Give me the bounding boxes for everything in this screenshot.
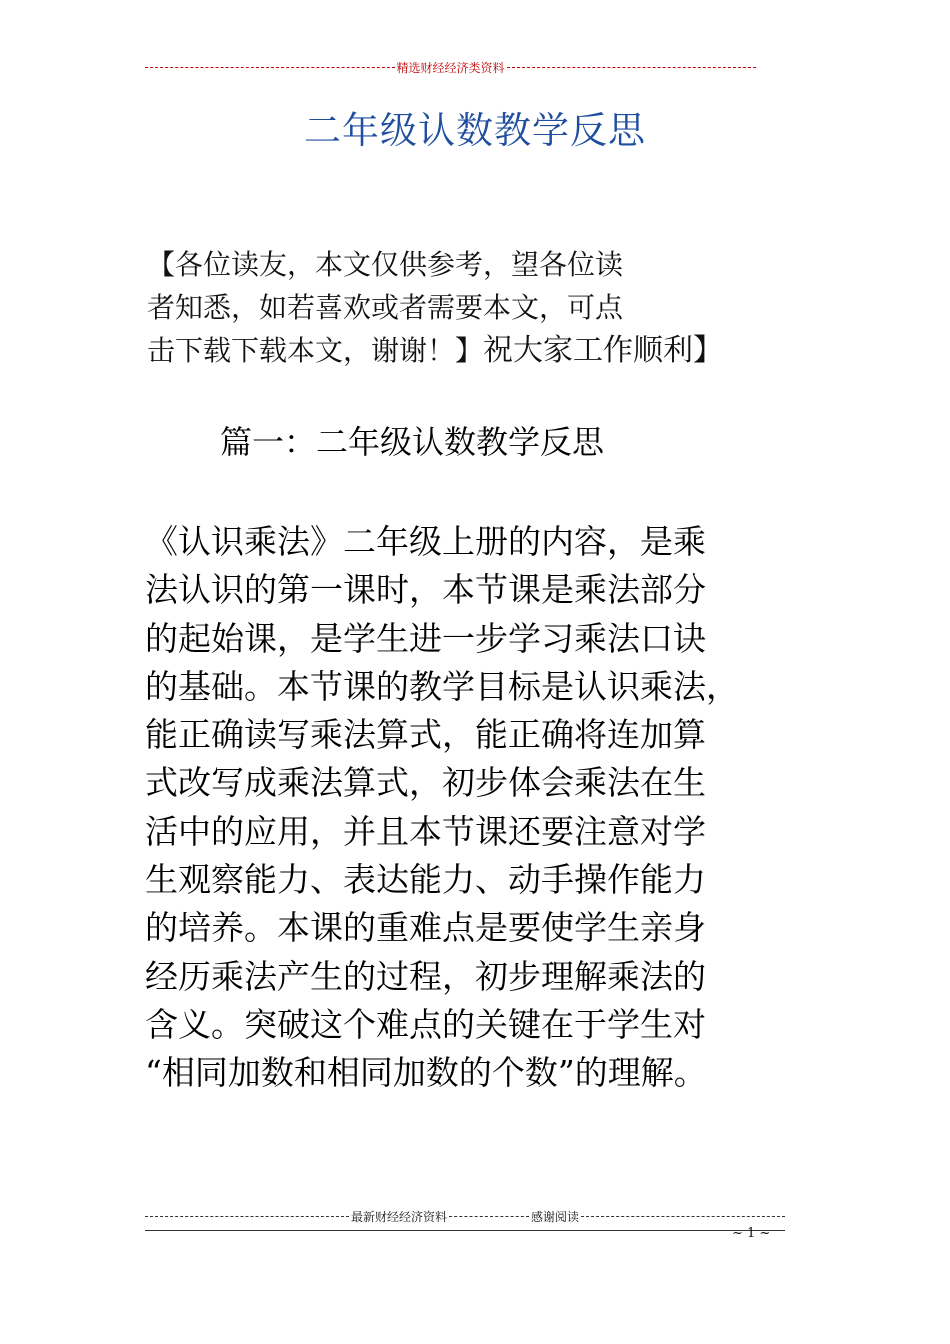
footer-underline — [145, 1230, 785, 1231]
footer-rule — [145, 1207, 785, 1225]
body-line: 的基础。本节课的教学目标是认识乘法， — [145, 666, 739, 706]
body-line: 法认识的第一课时，本节课是乘法部分 — [145, 570, 706, 610]
header-dash-left — [145, 67, 395, 68]
body-line: 活中的应用，并且本节课还要注意对学 — [145, 811, 706, 851]
header-rule — [145, 58, 756, 76]
notice-line-3-b: 祝大家工作顺利】 — [483, 333, 724, 368]
notice-line-3 — [147, 329, 787, 372]
body-line: 能正确读写乘法算式，能正确将连加算 — [145, 715, 706, 755]
section-title: 篇一：二年级认数教学反思 — [220, 423, 605, 461]
body-text — [145, 518, 825, 1098]
page-number: ~ 1 ~ — [732, 1226, 771, 1241]
notice-line-3-a: 击下载下载本文，谢谢！】 — [147, 334, 484, 367]
body-line: 的起始课，是学生进一步学习乘法口诀 — [145, 618, 706, 658]
body-line: 经历乘法产生的过程，初步理解乘法的 — [145, 956, 706, 996]
notice-line-1: 【各位读友，本文仅供参考，望各位读 — [147, 248, 624, 281]
body-line: “相同加数和相同加数的个数”的理解。 — [145, 1053, 707, 1093]
body-line: 生观察能力、表达能力、动手操作能力 — [145, 860, 706, 900]
reader-notice — [147, 243, 787, 372]
body-line: 式改写成乘法算式，初步体会乘法在生 — [145, 763, 706, 803]
footer-dash-1 — [145, 1216, 349, 1217]
footer-right-text: 感谢阅读 — [531, 1209, 580, 1224]
body-line: 的培养。本课的重难点是要使学生亲身 — [145, 908, 706, 948]
footer-dash-2 — [449, 1216, 529, 1217]
footer-dash-3 — [581, 1216, 785, 1217]
body-line: 含义。突破这个难点的关键在于学生对 — [145, 1004, 706, 1044]
footer-left-text: 最新财经经济资料 — [350, 1209, 447, 1224]
header-dash-right — [507, 67, 757, 68]
header-text: 精选财经经济类资料 — [396, 60, 505, 75]
notice-line-2: 者知悉，如若喜欢或者需要本文，可点 — [147, 291, 624, 324]
page-title: 二年级认数教学反思 — [304, 109, 646, 152]
body-line: 《认识乘法》二年级上册的内容，是乘 — [145, 522, 706, 561]
